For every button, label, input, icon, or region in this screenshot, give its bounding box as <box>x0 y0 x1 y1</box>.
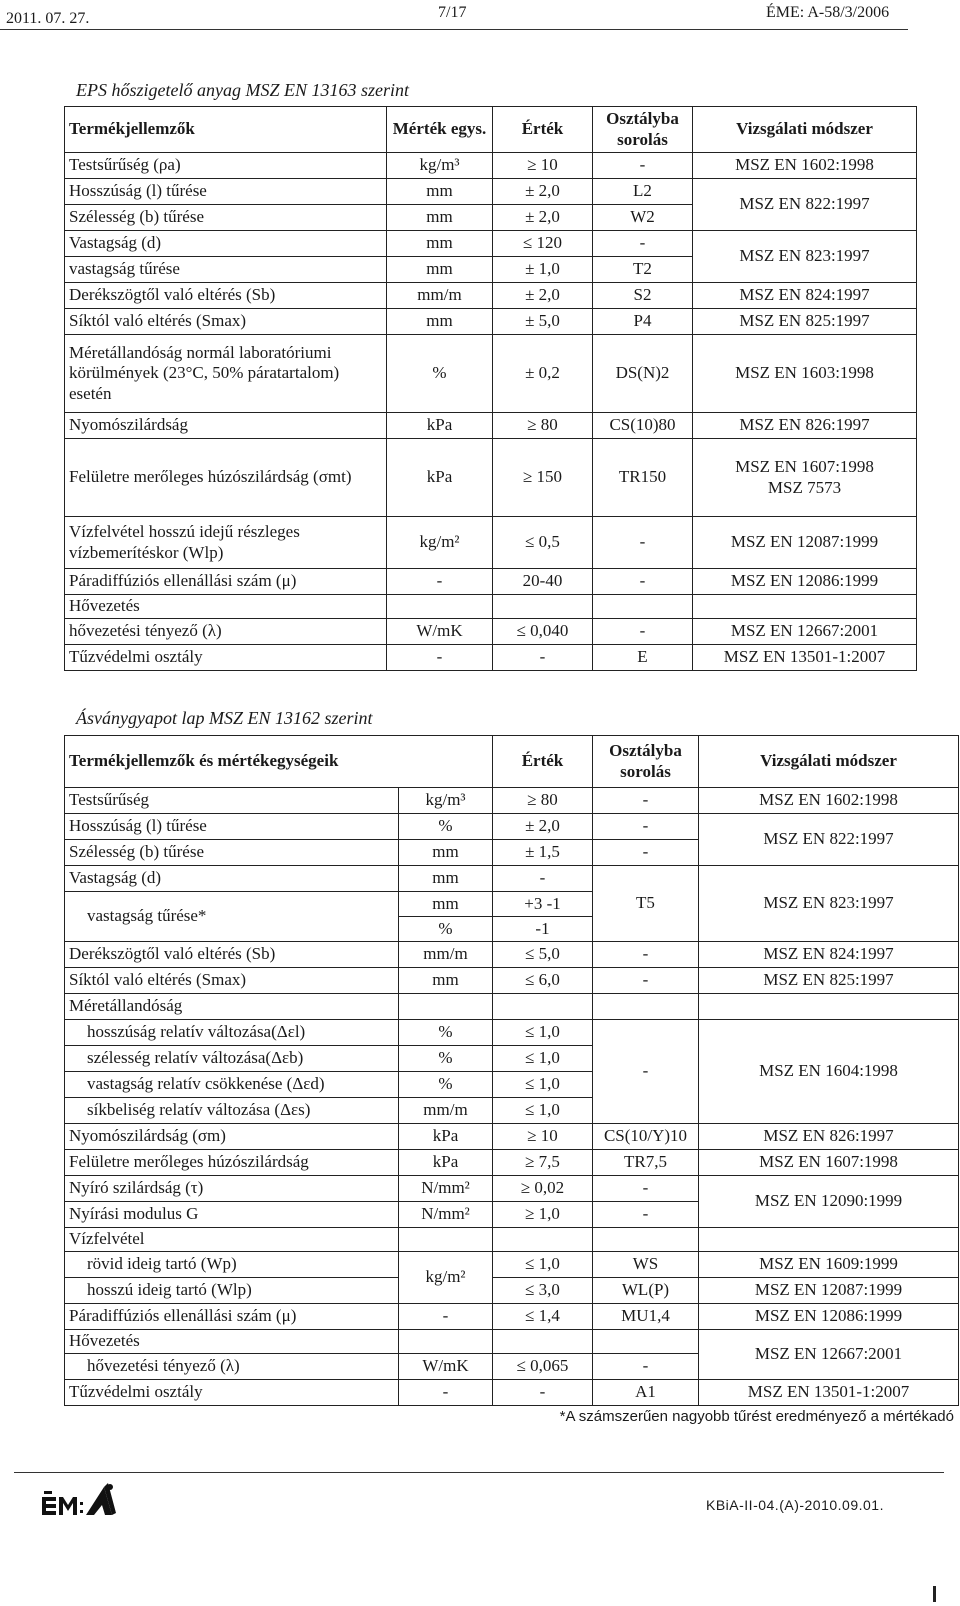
cell-method: MSZ EN 13501-1:2007 <box>693 645 917 671</box>
table-row <box>65 1150 959 1176</box>
cell-unit: % <box>399 1072 493 1098</box>
cell-class: S2 <box>593 283 693 309</box>
cell-empty <box>399 1330 493 1354</box>
cell-value: ≤ 0,040 <box>493 619 593 645</box>
cell-prop: Nyírási modulus G <box>65 1202 399 1228</box>
cell-unit: - <box>399 1304 493 1330</box>
cell-value: ≤ 1,4 <box>493 1304 593 1330</box>
cell-prop: Hosszúság (l) tűrése <box>65 179 387 205</box>
cell-prop: Tűzvédelmi osztály <box>65 645 387 671</box>
cell-prop: Páradiffúziós ellenállási szám (μ) <box>65 1304 399 1330</box>
table-row <box>65 309 917 335</box>
cell-value: ≥ 150 <box>493 439 593 517</box>
table-row <box>65 994 959 1020</box>
eps-properties-table <box>64 106 917 671</box>
cell-method: MSZ EN 825:1997 <box>693 309 917 335</box>
cell-empty <box>399 1228 493 1252</box>
cell-unit: % <box>399 1046 493 1072</box>
cell-class: WS <box>593 1252 699 1278</box>
header-value: Érték <box>493 736 593 788</box>
cell-prop: Hosszúság (l) tűrése <box>65 814 399 840</box>
cell-method: MSZ EN 12667:2001 <box>693 619 917 645</box>
table-row <box>65 517 917 569</box>
cell-empty <box>493 595 593 619</box>
cell-prop: Páradiffúziós ellenállási szám (μ) <box>65 569 387 595</box>
cell-method: MSZ EN 822:1997 <box>693 179 917 231</box>
page-number: 7/17 <box>438 4 467 21</box>
cell-class: E <box>593 645 693 671</box>
cell-prop: Vízfelvétel <box>65 1228 399 1252</box>
cell-unit: kPa <box>387 439 493 517</box>
cell-prop: rövid ideig tartó (Wp) <box>65 1252 399 1278</box>
cell-unit: mm <box>387 205 493 231</box>
cell-prop: Derékszögtől való eltérés (Sb) <box>65 283 387 309</box>
header-method: Vizsgálati módszer <box>699 736 959 788</box>
table-row <box>65 179 917 205</box>
cell-class: T2 <box>593 257 693 283</box>
mineral-wool-properties-table <box>64 735 959 1406</box>
footnote: *A számszerűen nagyobb tűrést eredményező a mértékadó <box>559 1408 954 1425</box>
cell-value: ± 2,0 <box>493 179 593 205</box>
cell-class: - <box>593 619 693 645</box>
cell-prop: Síktól való eltérés (Smax) <box>65 309 387 335</box>
cell-method: MSZ EN 1609:1999 <box>699 1252 959 1278</box>
table-row <box>65 153 917 179</box>
header-value: Érték <box>493 107 593 153</box>
table-row <box>65 866 959 892</box>
cell-unit: kPa <box>399 1124 493 1150</box>
footer-rule <box>14 1472 944 1473</box>
cell-class: CS(10/Y)10 <box>593 1124 699 1150</box>
cell-unit: mm <box>399 968 493 994</box>
cell-class: - <box>593 1176 699 1202</box>
cell-prop: hővezetési tényező (λ) <box>65 619 387 645</box>
cell-unit: W/mK <box>387 619 493 645</box>
header-class: Osztályba sorolás <box>593 736 699 788</box>
cell-value: ≤ 1,0 <box>493 1072 593 1098</box>
cell-empty <box>593 1330 699 1354</box>
header-prop: Termékjellemzők és mértékegységeik <box>65 736 493 788</box>
cell-prop: síkbeliség relatív változása (Δεs) <box>65 1098 399 1124</box>
emi-logo <box>42 1483 122 1521</box>
cell-unit: mm/m <box>387 283 493 309</box>
table-row <box>65 1228 959 1252</box>
cell-empty <box>693 595 917 619</box>
cell-value: ± 5,0 <box>493 309 593 335</box>
cell-unit: - <box>387 645 493 671</box>
table-row <box>65 814 959 840</box>
cell-class: W2 <box>593 205 693 231</box>
table-row <box>65 1278 959 1304</box>
table-row <box>65 942 959 968</box>
cell-class: - <box>593 788 699 814</box>
cell-unit: mm <box>387 231 493 257</box>
cell-prop: hosszú ideig tartó (Wlp) <box>65 1278 399 1304</box>
header-prop: Termékjellemzők <box>65 107 387 153</box>
cell-class: T5 <box>593 866 699 942</box>
cell-class: - <box>593 1354 699 1380</box>
mineral-wool-caption: Ásványgyapot lap MSZ EN 13162 szerint <box>76 708 373 728</box>
cell-class: MU1,4 <box>593 1304 699 1330</box>
cell-class: - <box>593 942 699 968</box>
cell-method: MSZ EN 826:1997 <box>699 1124 959 1150</box>
cell-empty <box>699 1228 959 1252</box>
cell-unit: mm <box>399 892 493 917</box>
cell-unit: % <box>399 814 493 840</box>
header-class: Osztályba sorolás <box>593 107 693 153</box>
table-row <box>65 1020 959 1046</box>
cell-value: -1 <box>493 917 593 942</box>
table-row <box>65 1304 959 1330</box>
cell-method: MSZ EN 824:1997 <box>693 283 917 309</box>
cell-unit: % <box>387 335 493 413</box>
cell-prop: Méretállandóság <box>65 994 399 1020</box>
cell-class: - <box>593 517 693 569</box>
cell-unit: - <box>387 569 493 595</box>
cell-prop: Nyomószilárdság <box>65 413 387 439</box>
cell-value: ± 2,0 <box>493 283 593 309</box>
cell-unit: mm <box>387 309 493 335</box>
cell-value: - <box>493 1380 593 1406</box>
cell-value: ≤ 6,0 <box>493 968 593 994</box>
header-method: Vizsgálati módszer <box>693 107 917 153</box>
cell-prop: Szélesség (b) tűrése <box>65 205 387 231</box>
table-row <box>65 595 917 619</box>
cell-empty <box>399 994 493 1020</box>
cell-value: ≥ 80 <box>493 788 593 814</box>
cell-method: MSZ EN 823:1997 <box>699 866 959 942</box>
table-row <box>65 1330 959 1354</box>
cell-value: 20-40 <box>493 569 593 595</box>
cell-method: MSZ EN 12090:1999 <box>699 1176 959 1228</box>
cell-class: L2 <box>593 179 693 205</box>
cell-value: ≤ 120 <box>493 231 593 257</box>
cell-value: ≤ 0,065 <box>493 1354 593 1380</box>
cell-class: DS(N)2 <box>593 335 693 413</box>
cell-class: - <box>593 814 699 840</box>
cell-value: ≥ 10 <box>493 1124 593 1150</box>
page-header <box>0 4 960 34</box>
header-rule <box>0 29 908 30</box>
cell-value: - <box>493 645 593 671</box>
cell-value: ± 1,0 <box>493 257 593 283</box>
table-row <box>65 1124 959 1150</box>
cell-class: - <box>593 231 693 257</box>
header-date: 2011. 07. 27. <box>6 10 90 27</box>
table-row <box>65 335 917 413</box>
cell-unit: % <box>399 1020 493 1046</box>
cell-prop: Derékszögtől való eltérés (Sb) <box>65 942 399 968</box>
cell-prop: vastagság tűrése <box>65 257 387 283</box>
cell-prop: Méretállandóság normál laboratóriumi körülmények (23°C, 50% páratartalom) esetén <box>65 335 387 413</box>
cell-prop: Vízfelvétel hosszú idejű részleges vízbemerítéskor (Wlp) <box>65 517 387 569</box>
cell-empty <box>493 994 593 1020</box>
cell-unit: - <box>399 1380 493 1406</box>
cell-empty <box>493 1228 593 1252</box>
cell-empty <box>699 994 959 1020</box>
cell-prop: Vastagság (d) <box>65 231 387 257</box>
cell-empty <box>493 1330 593 1354</box>
cell-value: ≤ 1,0 <box>493 1098 593 1124</box>
cell-empty <box>387 595 493 619</box>
cell-prop: vastagság relatív csökkenése (Δεd) <box>65 1072 399 1098</box>
cell-prop: vastagság tűrése* <box>65 892 399 942</box>
cell-prop: Testsűrűség <box>65 788 399 814</box>
cell-prop: Síktól való eltérés (Smax) <box>65 968 399 994</box>
cell-prop: Szélesség (b) tűrése <box>65 840 399 866</box>
cell-unit: N/mm² <box>399 1176 493 1202</box>
cell-value: +3 -1 <box>493 892 593 917</box>
cell-value: ≥ 1,0 <box>493 1202 593 1228</box>
cell-method: MSZ EN 1607:1998 <box>699 1150 959 1176</box>
cell-method <box>693 439 917 517</box>
cell-prop: Tűzvédelmi osztály <box>65 1380 399 1406</box>
cell-unit: kg/m² <box>399 1252 493 1304</box>
cell-class: - <box>593 1202 699 1228</box>
cell-unit: mm <box>387 179 493 205</box>
cell-value: ± 2,0 <box>493 814 593 840</box>
cell-value: ≥ 80 <box>493 413 593 439</box>
cell-class: TR150 <box>593 439 693 517</box>
cell-method: MSZ EN 12667:2001 <box>699 1330 959 1380</box>
cell-method: MSZ EN 1604:1998 <box>699 1020 959 1124</box>
method-line-1: MSZ EN 1607:1998 <box>735 457 874 477</box>
cell-method: MSZ EN 823:1997 <box>693 231 917 283</box>
cell-method: MSZ EN 13501-1:2007 <box>699 1380 959 1406</box>
table-row <box>65 439 917 517</box>
cell-class: - <box>593 569 693 595</box>
cell-value: ≤ 1,0 <box>493 1252 593 1278</box>
cell-method: MSZ EN 1602:1998 <box>699 788 959 814</box>
cell-unit: kPa <box>387 413 493 439</box>
cell-method: MSZ EN 824:1997 <box>699 942 959 968</box>
cell-value: ≤ 0,5 <box>493 517 593 569</box>
cell-prop: Vastagság (d) <box>65 866 399 892</box>
table-row <box>65 968 959 994</box>
cell-empty <box>593 1228 699 1252</box>
table-row <box>65 1176 959 1202</box>
document-code: KBiA-II-04.(A)-2010.09.01. <box>706 1497 884 1513</box>
cell-class: - <box>593 1020 699 1124</box>
method-line-2: MSZ 7573 <box>767 477 842 497</box>
cell-prop: Hővezetés <box>65 595 387 619</box>
cell-unit: kg/m³ <box>399 788 493 814</box>
cell-unit: mm/m <box>399 1098 493 1124</box>
cell-value: ≤ 1,0 <box>493 1020 593 1046</box>
cell-prop: Felületre merőleges húzószilárdság <box>65 1150 399 1176</box>
table-row <box>65 788 959 814</box>
cell-class: CS(10)80 <box>593 413 693 439</box>
cell-unit: mm <box>387 257 493 283</box>
cell-value: ≤ 5,0 <box>493 942 593 968</box>
table-row <box>65 283 917 309</box>
cell-unit: mm <box>399 840 493 866</box>
cell-unit: mm/m <box>399 942 493 968</box>
cell-method: MSZ EN 826:1997 <box>693 413 917 439</box>
cell-unit: kg/m³ <box>387 153 493 179</box>
cell-method: MSZ EN 1603:1998 <box>693 335 917 413</box>
cell-class: - <box>593 153 693 179</box>
cell-prop: szélesség relatív változása(Δεb) <box>65 1046 399 1072</box>
cell-class: TR7,5 <box>593 1150 699 1176</box>
cell-method: MSZ EN 12087:1999 <box>699 1278 959 1304</box>
cell-value: ± 1,5 <box>493 840 593 866</box>
table-row <box>65 569 917 595</box>
page-edge-mark <box>933 1586 936 1602</box>
eps-caption: EPS hőszigetelő anyag MSZ EN 13163 szerint <box>76 80 409 100</box>
document-reference: ÉME: A-58/3/2006 <box>766 4 890 21</box>
cell-prop: hővezetési tényező (λ) <box>65 1354 399 1380</box>
cell-class: WL(P) <box>593 1278 699 1304</box>
cell-unit: W/mK <box>399 1354 493 1380</box>
cell-class: P4 <box>593 309 693 335</box>
header-unit: Mérték egys. <box>387 107 493 153</box>
cell-class: - <box>593 840 699 866</box>
cell-class: - <box>593 968 699 994</box>
cell-empty <box>593 595 693 619</box>
table-row <box>65 645 917 671</box>
cell-unit: kg/m² <box>387 517 493 569</box>
cell-value: ≤ 3,0 <box>493 1278 593 1304</box>
cell-value: ≤ 1,0 <box>493 1046 593 1072</box>
cell-method: MSZ EN 825:1997 <box>699 968 959 994</box>
table-row <box>65 1252 959 1278</box>
cell-prop: Hővezetés <box>65 1330 399 1354</box>
cell-value: ≥ 7,5 <box>493 1150 593 1176</box>
cell-method: MSZ EN 1602:1998 <box>693 153 917 179</box>
table-row <box>65 413 917 439</box>
cell-method: MSZ EN 12087:1999 <box>693 517 917 569</box>
cell-prop: Nyomószilárdság (σm) <box>65 1124 399 1150</box>
table-row <box>65 1380 959 1406</box>
cell-value: ± 0,2 <box>493 335 593 413</box>
table-header-row <box>65 107 917 153</box>
cell-unit: kPa <box>399 1150 493 1176</box>
cell-method: MSZ EN 12086:1999 <box>699 1304 959 1330</box>
cell-unit: mm <box>399 866 493 892</box>
cell-prop: hosszúság relatív változása(Δεl) <box>65 1020 399 1046</box>
cell-value: - <box>493 866 593 892</box>
cell-unit: % <box>399 917 493 942</box>
cell-class: A1 <box>593 1380 699 1406</box>
table-row <box>65 231 917 257</box>
cell-value: ≥ 0,02 <box>493 1176 593 1202</box>
table-row <box>65 619 917 645</box>
cell-empty <box>593 994 699 1020</box>
cell-method: MSZ EN 822:1997 <box>699 814 959 866</box>
emi-logo-mark <box>42 1483 122 1521</box>
cell-value: ± 2,0 <box>493 205 593 231</box>
cell-unit: N/mm² <box>399 1202 493 1228</box>
cell-value: ≥ 10 <box>493 153 593 179</box>
cell-prop: Testsűrűség (ρa) <box>65 153 387 179</box>
cell-prop: Nyíró szilárdság (τ) <box>65 1176 399 1202</box>
table-header-row <box>65 736 959 788</box>
cell-prop: Felületre merőleges húzószilárdság (σmt) <box>65 439 387 517</box>
cell-method: MSZ EN 12086:1999 <box>693 569 917 595</box>
